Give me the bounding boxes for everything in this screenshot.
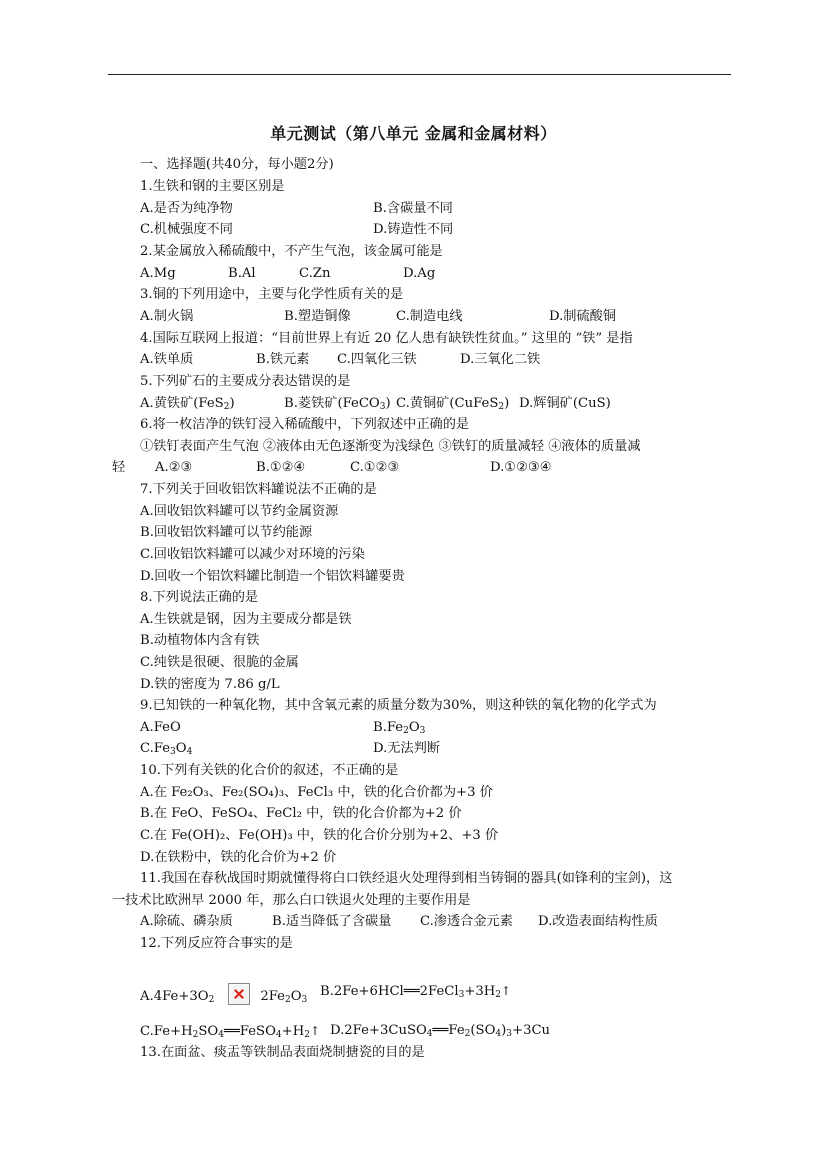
q1-option-b: B.含碳量不同 [373,201,453,216]
q2-option-b: B.Al [228,266,256,281]
q3-option-b: B.塑造铜像 [284,309,351,324]
q11-option-d: D.改造表面结构性质 [538,914,658,929]
gas-arrow-icon: ↑ [309,1024,320,1038]
q8-option-d: D.铁的密度为 7.86 g/L [140,677,280,692]
q10-option-a: A.在 Fe₂O₃、Fe₂(SO₄)₃、FeCl₃ 中，铁的化合价都为+3 价 [140,785,493,800]
q3-option-c: C.制造电线 [396,309,463,324]
q5-option-b: B.菱铁矿(FeCO$_3$) [284,396,391,412]
q9-stem: 9.已知铁的一种氧化物，其中含氧元素的质量分数为30%，则这种铁的氧化物的化学式为 [140,698,657,713]
q6-option-b: B.①②④ [256,460,306,475]
q12-option-d: $D.2Fe+3CuSO_4══Fe_2(SO_4)_3+3Cu$ [330,1023,551,1039]
q9-option-c: $C.Fe_3O_4$ [140,741,193,757]
q6-statements-continued: 轻 [112,460,126,475]
q12-option-b: $B.2Fe+6HCl══2FeCl_3+3H_2↑$ [320,984,512,1000]
q2-option-d: D.Ag [403,266,436,281]
gas-arrow-icon: ↑ [501,984,512,998]
q3-stem: 3.铜的下列用途中，主要与化学性质有关的是 [140,287,404,302]
q7-stem: 7.下列关于回收铝饮料罐说法不正确的是 [140,482,377,497]
q6-statements: ①铁钉表面产生气泡 ②液体由无色逐渐变为浅绿色 ③铁钉的质量减轻 ④液体的质量减 [140,439,641,454]
q13-stem: 13.在面盆、痰盂等铁制品表面烧制搪瓷的目的是 [140,1045,425,1060]
q11-option-b: B.适当降低了含碳量 [272,914,392,929]
q1-option-d: D.铸造性不同 [373,222,454,237]
q10-option-d: D.在铁粉中，铁的化合价为+2 价 [140,850,337,865]
q3-option-d: D.制硫酸铜 [549,309,617,324]
q9-option-d: D.无法判断 [373,741,441,756]
q4-option-a: A.铁单质 [140,352,194,367]
q7-option-a: A.回收铝饮料罐可以节约金属资源 [140,504,339,519]
q11-stem: 11.我国在春秋战国时期就懂得将白口铁经退火处理得到相当铸铜的器具(如锋利的宝剑)，这 [140,871,673,886]
q6-option-a: A.②③ [155,460,193,475]
q1-option-a: A.是否为纯净物 [140,201,233,216]
q1-stem: 1.生铁和钢的主要区别是 [140,179,285,194]
q11-option-a: A.除硫、磷杂质 [140,914,233,929]
q12-option-c: $C.Fe+H_2SO_4══FeSO_4+H_2↑$ [140,1024,320,1040]
q4-option-c: C.四氧化三铁 [337,352,417,367]
header-rule [108,74,731,75]
q6-option-c: C.①②③ [350,460,400,475]
q7-option-c: C.回收铝饮料罐可以减少对环境的污染 [140,547,365,562]
q7-option-b: B.回收铝饮料罐可以节约能源 [140,525,313,540]
q4-stem: 4.国际互联网上报道：“目前世界上有近 20 亿人患有缺铁性贫血。” 这里的 “铁” 是指 [140,331,633,346]
q5-stem: 5.下列矿石的主要成分表达错误的是 [140,374,351,389]
q10-stem: 10.下列有关铁的化合价的叙述，不正确的是 [140,763,399,778]
q5-option-d: D.辉铜矿(CuS) [519,396,611,411]
q4-option-b: B.铁元素 [256,352,310,367]
q8-option-b: B.动植物体内含有铁 [140,633,260,648]
q7-option-d: D.回收一个铝饮料罐比制造一个铝饮料罐要贵 [140,569,405,584]
q11-option-c: C.渗透合金元素 [420,914,513,929]
q8-option-a: A.生铁就是钢，因为主要成分都是铁 [140,612,352,627]
q12-stem: 12.下列反应符合事实的是 [140,936,293,951]
q5-option-a: A.黄铁矿(FeS$_2$) [140,396,235,412]
q8-stem: 8.下列说法正确的是 [140,590,259,605]
q4-option-d: D.三氧化二铁 [460,352,541,367]
q8-option-c: C.纯铁是很硬、很脆的金属 [140,655,299,670]
q2-stem: 2.某金属放入稀硫酸中，不产生气泡，该金属可能是 [140,244,443,259]
q2-option-a: A.Mg [140,266,176,281]
q9-option-b: $B.Fe_2O_3$ [373,720,426,736]
page-title: 单元测试（第八单元 金属和金属材料） [270,124,557,143]
q6-option-d: D.①②③④ [490,460,552,475]
q9-option-a: A.FeO [140,720,181,735]
q3-option-a: A.制火锅 [140,309,194,324]
q12-option-a: $A.4Fe+3O_2$ $2Fe_2O_3$ [140,983,307,1005]
q10-option-c: C.在 Fe(OH)₂、Fe(OH)₃ 中，铁的化合价分别为+2、+3 价 [140,828,499,843]
q10-option-b: B.在 FeO、FeSO₄、FeCl₂ 中，铁的化合价都为+2 价 [140,806,462,821]
section-heading: 一、选择题(共40分，每小题2分) [140,157,334,172]
q11-stem-continued: 一技术比欧洲早 2000 年，那么白口铁退火处理的主要作用是 [112,893,471,908]
q2-option-c: C.Zn [299,266,331,281]
broken-image-icon [228,983,250,1005]
q1-option-c: C.机械强度不同 [140,222,233,237]
q6-stem: 6.将一枚洁净的铁钉浸入稀硫酸中，下列叙述中正确的是 [140,417,470,432]
q5-option-c: C.黄铜矿(CuFeS$_2$) [396,396,510,412]
